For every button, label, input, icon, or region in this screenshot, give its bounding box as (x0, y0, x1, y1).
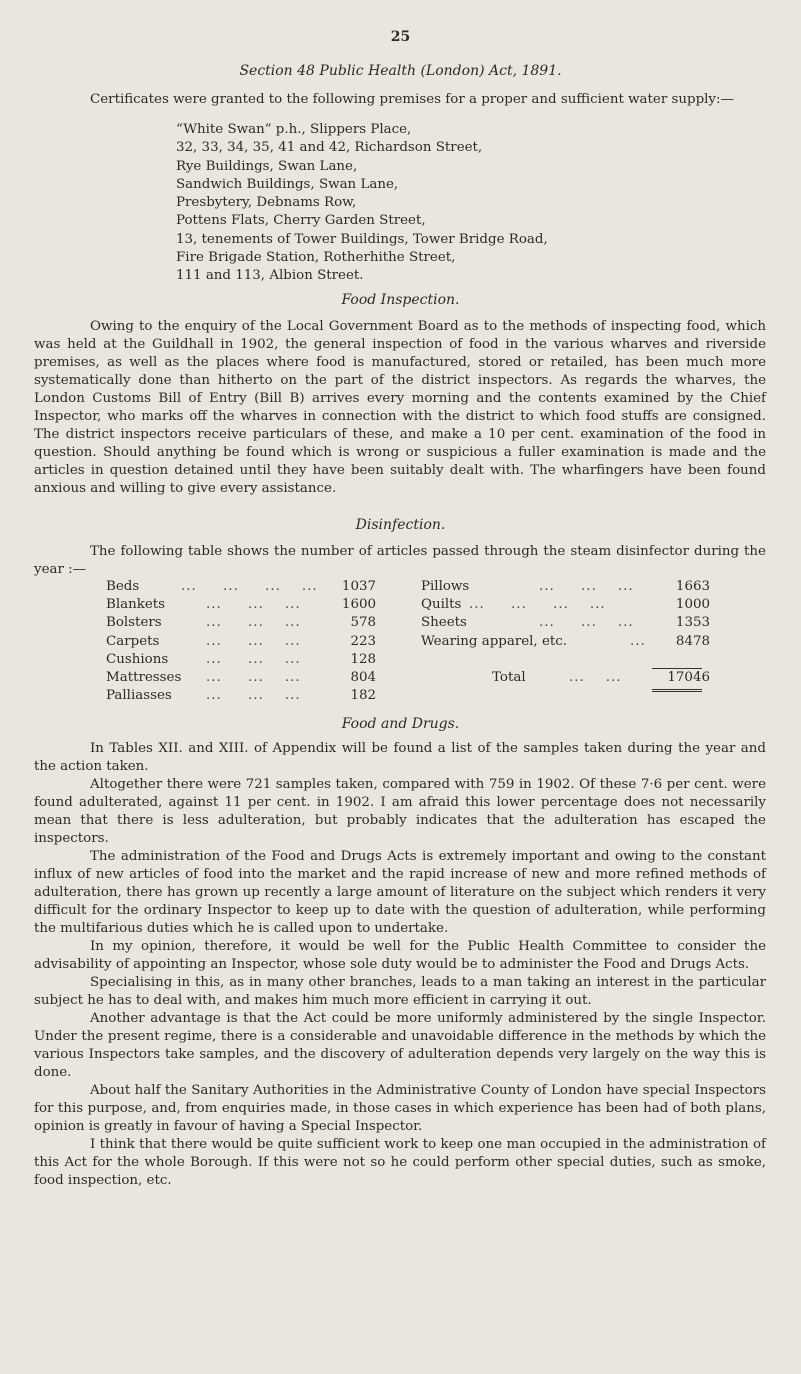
page-number: 25 (390, 29, 411, 45)
table-row: Blankets ... ... ... 1600 (106, 597, 376, 613)
disinfection-table-right (421, 578, 710, 687)
total-rule-bottom (652, 689, 702, 692)
table-row: Beds ... ... ... ... 1037 (106, 579, 376, 594)
premises-item: 32, 33, 34, 35, 41 and 42, Richardson Street, (176, 140, 483, 156)
total-row: Total ... ... 17046 (421, 669, 710, 687)
paragraph: Specialising in this, as in many other branches, leads to a man taking an interest in the particular subject he has to deal with, and makes him much more efficient in carrying it out. (34, 975, 766, 1008)
paragraph: Another advantage is that the Act could be more uniformly administered by the single Inspector. Under the present regime, there is a considerable and unavoidable difference in the methods by which the various Inspectors take samples, and the discovery of adulteration depends very largely on the way this is done. (34, 1011, 766, 1080)
table-row: Mattresses ... ... ... 804 (106, 669, 376, 685)
table-row: Quilts ... ... ... ... 1000 (421, 597, 710, 613)
food-inspection-heading: Food Inspection. (341, 292, 460, 308)
disinfection-intro (34, 543, 766, 579)
paragraph: In Tables XII. and XIII. of Appendix will be found a list of the samples taken during the year and the action taken. (34, 741, 766, 774)
premises-item: Rye Buildings, Swan Lane, (176, 158, 358, 174)
table-row: Sheets ... ... ... 1353 (421, 615, 710, 631)
total-rule-top (652, 668, 702, 669)
table-row: Bolsters ... ... ... 578 (106, 615, 376, 631)
certificates-intro-text: Certificates were granted to the following premises for a proper and sufficient water supply:— (90, 92, 734, 107)
paragraph: About half the Sanitary Authorities in the Administrative County of London have special Inspectors for this purpose, and, from enquiries made, in those cases in which experience has been had of both plans, opinion is greatly in favour of having a Special Inspector. (34, 1083, 766, 1134)
premises-item: Fire Brigade Station, Rotherhithe Street, (176, 250, 456, 266)
premises-item: 13, tenements of Tower Buildings, Tower Bridge Road, (176, 231, 548, 247)
section-heading: Section 48 Public Health (London) Act, 1891. (239, 63, 562, 79)
disinfection-heading: Disinfection. (355, 517, 446, 533)
premises-item: Pottens Flats, Cherry Garden Street, (176, 213, 426, 229)
premises-item: “White Swan” p.h., Slippers Place, (176, 122, 412, 137)
total-value: 17046 (667, 669, 710, 685)
food-and-drugs-heading: Food and Drugs. (341, 716, 460, 732)
premises-list (176, 121, 548, 286)
table-row: Pillows ... ... ... 1663 (421, 579, 710, 594)
paragraph: I think that there would be quite sufficient work to keep one man occupied in the administration of this Act for the whole Borough. If this were not so he could perform other special duties, such as smoke, food inspection, etc. (34, 1137, 766, 1188)
table-row (421, 651, 710, 669)
paragraph: Altogether there were 721 samples taken, compared with 759 in 1902. Of these 7·6 per cent. were found adulterated, against 11 per cent. in 1902. I am afraid this lower percentage does not necessarily mean that there is less adulteration, but probably indicates that the adulteration has escaped the inspectors. (34, 777, 766, 846)
table-row: Cushions ... ... ... 128 (106, 651, 376, 667)
food-and-drugs-section (34, 740, 766, 1190)
disinfection-intro-text: The following table shows the number of articles passed through the steam disinfector during the year :— (34, 544, 766, 577)
table-row: Wearing apparel, etc. ... 8478 (421, 633, 710, 649)
table-row: Palliasses ... ... ... 182 (106, 688, 376, 704)
certificates-intro (34, 91, 766, 109)
table-row: Carpets ... ... ... 223 (106, 633, 376, 649)
food-inspection-paragraph: Owing to the enquiry of the Local Government Board as to the methods of inspecting food, which was held at the Guildhall in 1902, the general inspection of food in the various wharves and riverside premises, as well as the places where food is manufactured, stored or retailed, has been much more systematically done than hitherto on the part of the district inspectors. As regards the wharves, the London Customs Bill of Entry (Bill B) arrives every morning and the contents examined by the Chief Inspector, who marks off the wharves in connection with the district to which food stuffs are consigned. The district inspectors receive particulars of these, and make a 10 per cent. examination of the food in question. Should anything be found which is wrong or suspicious a fuller examination is made and the articles in question detained until they have been suitably dealt with. The wharfingers have been found anxious and willing to give every assistance. (34, 319, 766, 496)
food-inspection-section (34, 318, 766, 498)
disinfection-table-left (106, 578, 376, 705)
premises-item: Presbytery, Debnams Row, (176, 195, 357, 211)
premises-item: Sandwich Buildings, Swan Lane, (176, 176, 399, 192)
paragraph: The administration of the Food and Drugs Acts is extremely important and owing to the constant influx of new articles of food into the market and the rapid increase of new and more refined methods of adulteration, there has grown up recently a large amount of literature on the subject which renders it very difficult for the ordinary Inspector to keep up to date with the question of adulteration, while performing the multifarious duties which he is called upon to undertake. (34, 849, 766, 936)
premises-item: 111 and 113, Albion Street. (176, 268, 364, 284)
paragraph: In my opinion, therefore, it would be well for the Public Health Committee to consider the advisability of appointing an Inspector, whose sole duty would be to administer the Food and Drugs Acts. (34, 939, 766, 972)
total-label: Total (492, 669, 526, 685)
